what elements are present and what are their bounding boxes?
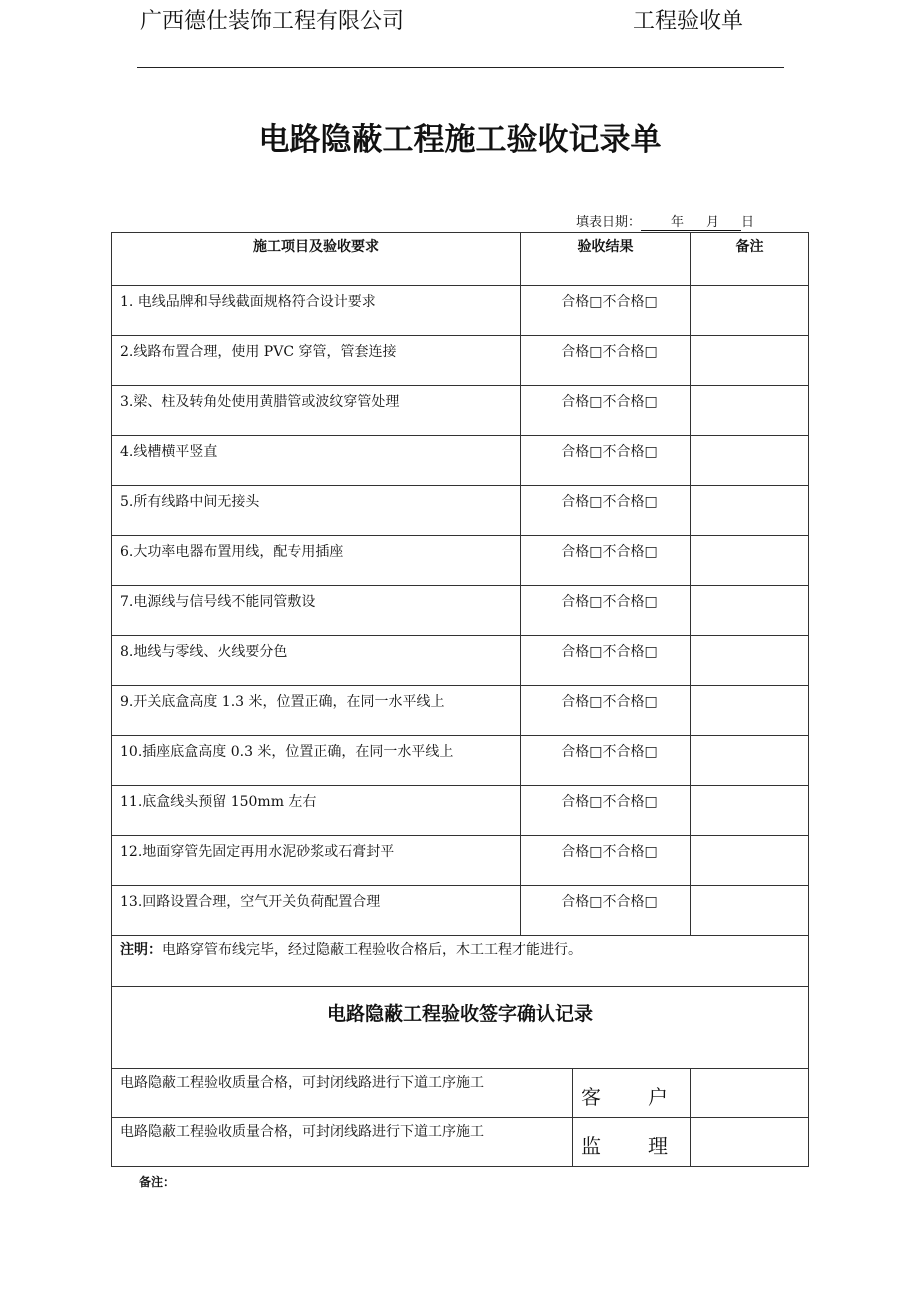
- day-label: 日: [741, 215, 755, 230]
- result-checkboxes[interactable]: 合格□不合格□: [521, 536, 691, 586]
- table-row: [112, 586, 809, 636]
- result-checkboxes[interactable]: 合格□不合格□: [521, 886, 691, 936]
- table-row: [112, 786, 809, 836]
- remark-cell[interactable]: [691, 886, 809, 936]
- remark-cell[interactable]: [691, 286, 809, 336]
- month-blank[interactable]: [684, 217, 706, 231]
- sign-row-supervisor: [112, 1118, 809, 1167]
- column-header-remark: 备注: [691, 233, 809, 286]
- table-row: [112, 286, 809, 336]
- item-text: 13.回路设置合理，空气开关负荷配置合理: [120, 894, 381, 910]
- result-checkboxes[interactable]: 合格□不合格□: [521, 486, 691, 536]
- company-name: 广西德仕装饰工程有限公司: [140, 9, 405, 34]
- item-text: 8.地线与零线、火线要分色: [120, 644, 288, 660]
- remark-cell[interactable]: [691, 786, 809, 836]
- result-checkboxes[interactable]: 合格□不合格□: [521, 286, 691, 336]
- sign-row-customer: [112, 1069, 809, 1118]
- result-checkboxes[interactable]: 合格□不合格□: [521, 336, 691, 386]
- remark-cell[interactable]: [691, 686, 809, 736]
- table-row: [112, 386, 809, 436]
- year-blank[interactable]: [641, 217, 671, 231]
- remark-cell[interactable]: [691, 586, 809, 636]
- remark-cell[interactable]: [691, 436, 809, 486]
- column-header-item: 施工项目及验收要求: [112, 233, 521, 286]
- table-row: [112, 686, 809, 736]
- remark-cell[interactable]: [691, 536, 809, 586]
- result-checkboxes[interactable]: 合格□不合格□: [521, 436, 691, 486]
- table-row: [112, 536, 809, 586]
- table-row: [112, 836, 809, 886]
- day-blank[interactable]: [719, 217, 741, 231]
- fill-date-label: 填表日期：: [576, 215, 642, 230]
- table-row: [112, 636, 809, 686]
- result-checkboxes[interactable]: 合格□不合格□: [521, 836, 691, 886]
- item-text: 9.开关底盒高度 1.3 米，位置正确，在同一水平线上: [120, 694, 445, 710]
- document-type: 工程验收单: [633, 9, 744, 34]
- table-row: [112, 486, 809, 536]
- item-text: 1. 电线品牌和导线截面规格符合设计要求: [120, 294, 376, 310]
- column-header-result: 验收结果: [521, 233, 691, 286]
- item-text: 4.线槽横平竖直: [120, 444, 218, 460]
- item-text: 7.电源线与信号线不能同管敷设: [120, 594, 316, 610]
- table-row: [112, 436, 809, 486]
- note-text: 电路穿管布线完毕，经过隐蔽工程验收合格后，木工工程才能进行。: [162, 942, 582, 958]
- remark-cell[interactable]: [691, 336, 809, 386]
- role-customer: 客 户: [573, 1069, 691, 1118]
- note-label: 注明：: [120, 942, 162, 958]
- table-row: [112, 886, 809, 936]
- inspection-table: [111, 232, 809, 1167]
- remark-cell[interactable]: [691, 636, 809, 686]
- sign-statement: 电路隐蔽工程验收质量合格，可封闭线路进行下道工序施工: [120, 1124, 484, 1140]
- remark-cell[interactable]: [691, 486, 809, 536]
- item-text: 10.插座底盒高度 0.3 米，位置正确，在同一水平线上: [120, 744, 454, 760]
- remark-cell[interactable]: [691, 386, 809, 436]
- result-checkboxes[interactable]: 合格□不合格□: [521, 386, 691, 436]
- sign-section-title: 电路隐蔽工程验收签字确认记录: [112, 987, 809, 1069]
- result-checkboxes[interactable]: 合格□不合格□: [521, 786, 691, 836]
- header-divider: [137, 67, 784, 68]
- signature-customer[interactable]: [691, 1069, 809, 1118]
- year-label: 年: [671, 215, 685, 230]
- result-checkboxes[interactable]: 合格□不合格□: [521, 636, 691, 686]
- page-title: 电路隐蔽工程施工验收记录单: [258, 122, 662, 158]
- fill-date-line: [576, 211, 754, 231]
- table-row: [112, 736, 809, 786]
- item-text: 5.所有线路中间无接头: [120, 494, 260, 510]
- note-cell: [112, 936, 809, 987]
- table-row: [112, 336, 809, 386]
- footer-remark-label: 备注：: [139, 1175, 176, 1189]
- role-supervisor: 监 理: [573, 1118, 691, 1167]
- item-text: 3.梁、柱及转角处使用黄腊管或波纹穿管处理: [120, 394, 400, 410]
- item-text: 2.线路布置合理，使用 PVC 穿管，管套连接: [120, 344, 397, 360]
- result-checkboxes[interactable]: 合格□不合格□: [521, 686, 691, 736]
- result-checkboxes[interactable]: 合格□不合格□: [521, 736, 691, 786]
- month-label: 月: [706, 215, 720, 230]
- item-text: 6.大功率电器布置用线，配专用插座: [120, 544, 344, 560]
- sign-statement: 电路隐蔽工程验收质量合格，可封闭线路进行下道工序施工: [120, 1075, 484, 1091]
- remark-cell[interactable]: [691, 736, 809, 786]
- result-checkboxes[interactable]: 合格□不合格□: [521, 586, 691, 636]
- item-text: 12.地面穿管先固定再用水泥砂浆或石膏封平: [120, 844, 395, 860]
- remark-cell[interactable]: [691, 836, 809, 886]
- signature-supervisor[interactable]: [691, 1118, 809, 1167]
- item-text: 11.底盒线头预留 150mm 左右: [120, 794, 317, 810]
